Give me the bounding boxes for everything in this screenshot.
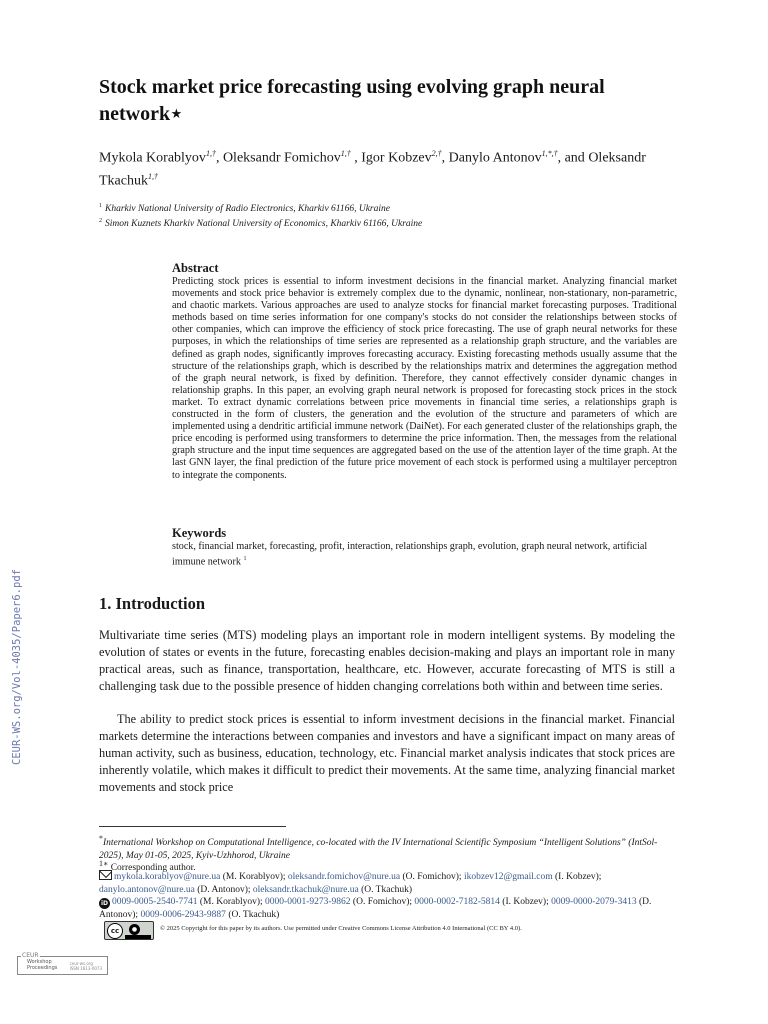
author-affiliation-mark: 2,† xyxy=(431,149,442,158)
email-icon xyxy=(99,870,112,880)
ceur-badge-label xyxy=(27,960,57,971)
cc-by-license-icon[interactable] xyxy=(104,921,154,940)
issn-line-1: ceur-ws.org xyxy=(69,961,93,966)
title-text: Stock market price forecasting using evolving graph neural network xyxy=(99,76,605,125)
affiliation-1 xyxy=(99,200,390,215)
by-label-bar xyxy=(125,935,151,939)
email-owner: (M. Korablyov); xyxy=(220,872,288,882)
author-name: Oleksandr Tkachuk xyxy=(99,150,646,189)
sidebar-url[interactable]: CEUR-WS.org/Vol-4035/Paper6.pdf xyxy=(11,569,23,765)
footnote-mark: 1∗ xyxy=(99,859,109,868)
abstract-heading: Abstract xyxy=(172,261,219,275)
affiliation-text: Kharkiv National University of Radio Electronics, Kharkiv 61166, Ukraine xyxy=(105,204,390,215)
author-separator: , xyxy=(215,150,223,166)
footnote-divider xyxy=(99,826,286,827)
orcid-link[interactable]: 0009-0005-2540-7741 xyxy=(112,897,198,907)
keywords-list: stock, financial market, forecasting, profit, interaction, relationships graph, evolution, graph neural network, artificial immune network xyxy=(172,541,648,568)
ceur-issn xyxy=(70,961,102,971)
footnote-orcids xyxy=(99,896,679,922)
author-name: Oleksandr Fomichov xyxy=(222,150,341,166)
ceur-workshop-proceedings-badge xyxy=(17,952,108,975)
orcid-owner: (O. Fomichov); xyxy=(350,897,415,907)
email-owner: (O. Fomichov); xyxy=(400,872,464,882)
affiliation-2 xyxy=(99,215,422,230)
intro-paragraph-1: Multivariate time series (MTS) modeling plays an important role in modern intelligent systems. By modeling the evolution of states or events in the future, forecasting enables decision-making and plays an important role in many practical areas, such as finance, transportation, healthcare, etc. However, accurate forecasting of MTS is still a challenging task due to the possible presence of hidden changing correlations both within and between time series. xyxy=(99,628,675,693)
ceur-logo: CEUR xyxy=(22,952,39,959)
footnote-mark: * xyxy=(99,834,103,843)
email-link[interactable]: mykola.korablyov@nure.ua xyxy=(114,872,221,882)
email-link[interactable]: ikobzev12@gmail.com xyxy=(463,872,553,882)
keywords-heading: Keywords xyxy=(172,526,227,540)
cc-icon: cc xyxy=(107,923,123,939)
author-separator: , xyxy=(441,150,449,166)
corresponding-text: Corresponding author. xyxy=(108,863,196,874)
conference-text: International Workshop on Computational Intelligence, co-located with the IV International Scientific Symposium “Intelligent Solutions” (IntSol-2025), May 01-05, 2025, Kyiv-Uzhhorod, Ukraine xyxy=(99,838,658,862)
badge-line-1: Workshop xyxy=(27,959,52,965)
orcid-link[interactable]: 0009-0006-2943-9887 xyxy=(140,910,226,920)
author-separator: , and xyxy=(557,150,589,166)
issn-line-2: ISSN 1613-0073 xyxy=(69,966,102,971)
author-affiliation-mark: 1,† xyxy=(147,171,158,181)
title-footnote-mark: ⋆ xyxy=(170,103,183,125)
email-owner: (O. Tkachuk) xyxy=(358,885,413,895)
email-link[interactable]: oleksandr.tkachuk@nure.ua xyxy=(252,885,359,895)
orcid-owner: (M. Korablyov); xyxy=(197,897,266,907)
badge-line-2: Proceedings xyxy=(27,964,58,971)
affiliation-number: 1 xyxy=(99,203,102,209)
keywords-text xyxy=(172,541,677,569)
copyright-notice: © 2025 Copyright for this paper by its authors. Use permitted under Creative Commons License Attribution 4.0 International (CC BY 4.0). xyxy=(160,925,522,932)
orcid-icon: iD xyxy=(100,900,109,907)
footnote-emails xyxy=(99,870,679,897)
author-list xyxy=(99,145,659,190)
section-heading-introduction: 1. Introduction xyxy=(99,594,206,613)
intro-paragraph-2: The ability to predict stock prices is essential to inform investment decisions in the financial market. Financial markets determine the interactions between companies and investors and have a significant impact on many areas of human activity, such as business, education, technology, etc. Financial market analysis indicates that stock prices are inherently volatile, which makes it difficult to predict their movements. At the same time, analyzing financial market movements and stock price xyxy=(99,712,675,794)
author-name: Mykola Korablyov xyxy=(99,150,206,166)
author-affiliation-mark: 1,† xyxy=(340,149,351,158)
orcid-owner: (I. Kobzev); xyxy=(499,897,552,907)
affiliation-text: Simon Kuznets Kharkiv National University of Economics, Kharkiv 61166, Ukraine xyxy=(105,219,423,230)
orcid-owner: (D. Antonov); xyxy=(99,897,652,920)
keywords-footnote-mark: 1 xyxy=(243,556,247,563)
email-link[interactable]: danylo.antonov@nure.ua xyxy=(99,885,195,895)
email-owner: (I. Kobzev); xyxy=(552,872,602,882)
affiliation-number: 2 xyxy=(99,218,102,224)
orcid-owner: (O. Tkachuk) xyxy=(225,910,280,920)
abstract-text: Predicting stock prices is essential to inform investment decisions in the financial market. Analyzing financial market movements and stock price behavior is extremely complex due to the dynamic, nonlinear, non-stationary, non-parametric, and chaotic markets. Various approaches are used to analyze stocks for financial market forecasting purposes. Traditional methods based on time series information for one company's stocks do not consider the relationships between stocks of other companies, which can improve the efficiency of stock price forecasting. The use of graph neural networks for these purposes, in which the relationships of time series are represented as a relationship graph structure, and the variables are defined as graph nodes, significantly improves forecasting accuracy. Existing forecasting methods usually assume that the structure of the relationships graph, which is described by the relationships matrix and determines the aggregation method of the graph neural network, is fixed by definition. Therefore, they cannot effectively consider dynamic changes in relationship graphs. In this paper, an evolving graph neural network is proposed for forecasting stock prices in the stock market. To extract dynamic correlations between price movements in financial time series, a relationships graph is constructed in the form of clusters, the generation and the evolution of the structure and parameters of which are implemented using a dendritic artificial immune network (DaiNet). For each generated cluster of the relationships graph, the price encoding is performed using transformers to determine the price information. Then, the messages from the relational graph structure and the input time sequences are aggregated based on the use of the attention layer of the time graph. At the last GNN layer, the final prediction of the future price movement of each stock is performed using a multilayer perceptron to integrate the components. xyxy=(172,276,677,481)
email-owner: (D. Antonov); xyxy=(194,885,253,895)
author-separator: , xyxy=(350,150,362,166)
orcid-link[interactable]: 0009-0000-2079-3413 xyxy=(551,897,637,907)
author-name: Igor Kobzev xyxy=(361,150,432,166)
by-person-icon: ● xyxy=(129,924,140,935)
orcid-link[interactable]: 0000-0001-9273-9862 xyxy=(265,897,351,907)
orcid-link[interactable]: 0000-0002-7182-5814 xyxy=(414,897,500,907)
author-affiliation-mark: 1,† xyxy=(205,149,216,158)
author-affiliation-mark: 1,*,† xyxy=(541,149,558,158)
author-name: Danylo Antonov xyxy=(448,150,542,166)
paper-title xyxy=(99,74,679,128)
email-link[interactable]: oleksandr.fomichov@nure.ua xyxy=(287,872,401,882)
